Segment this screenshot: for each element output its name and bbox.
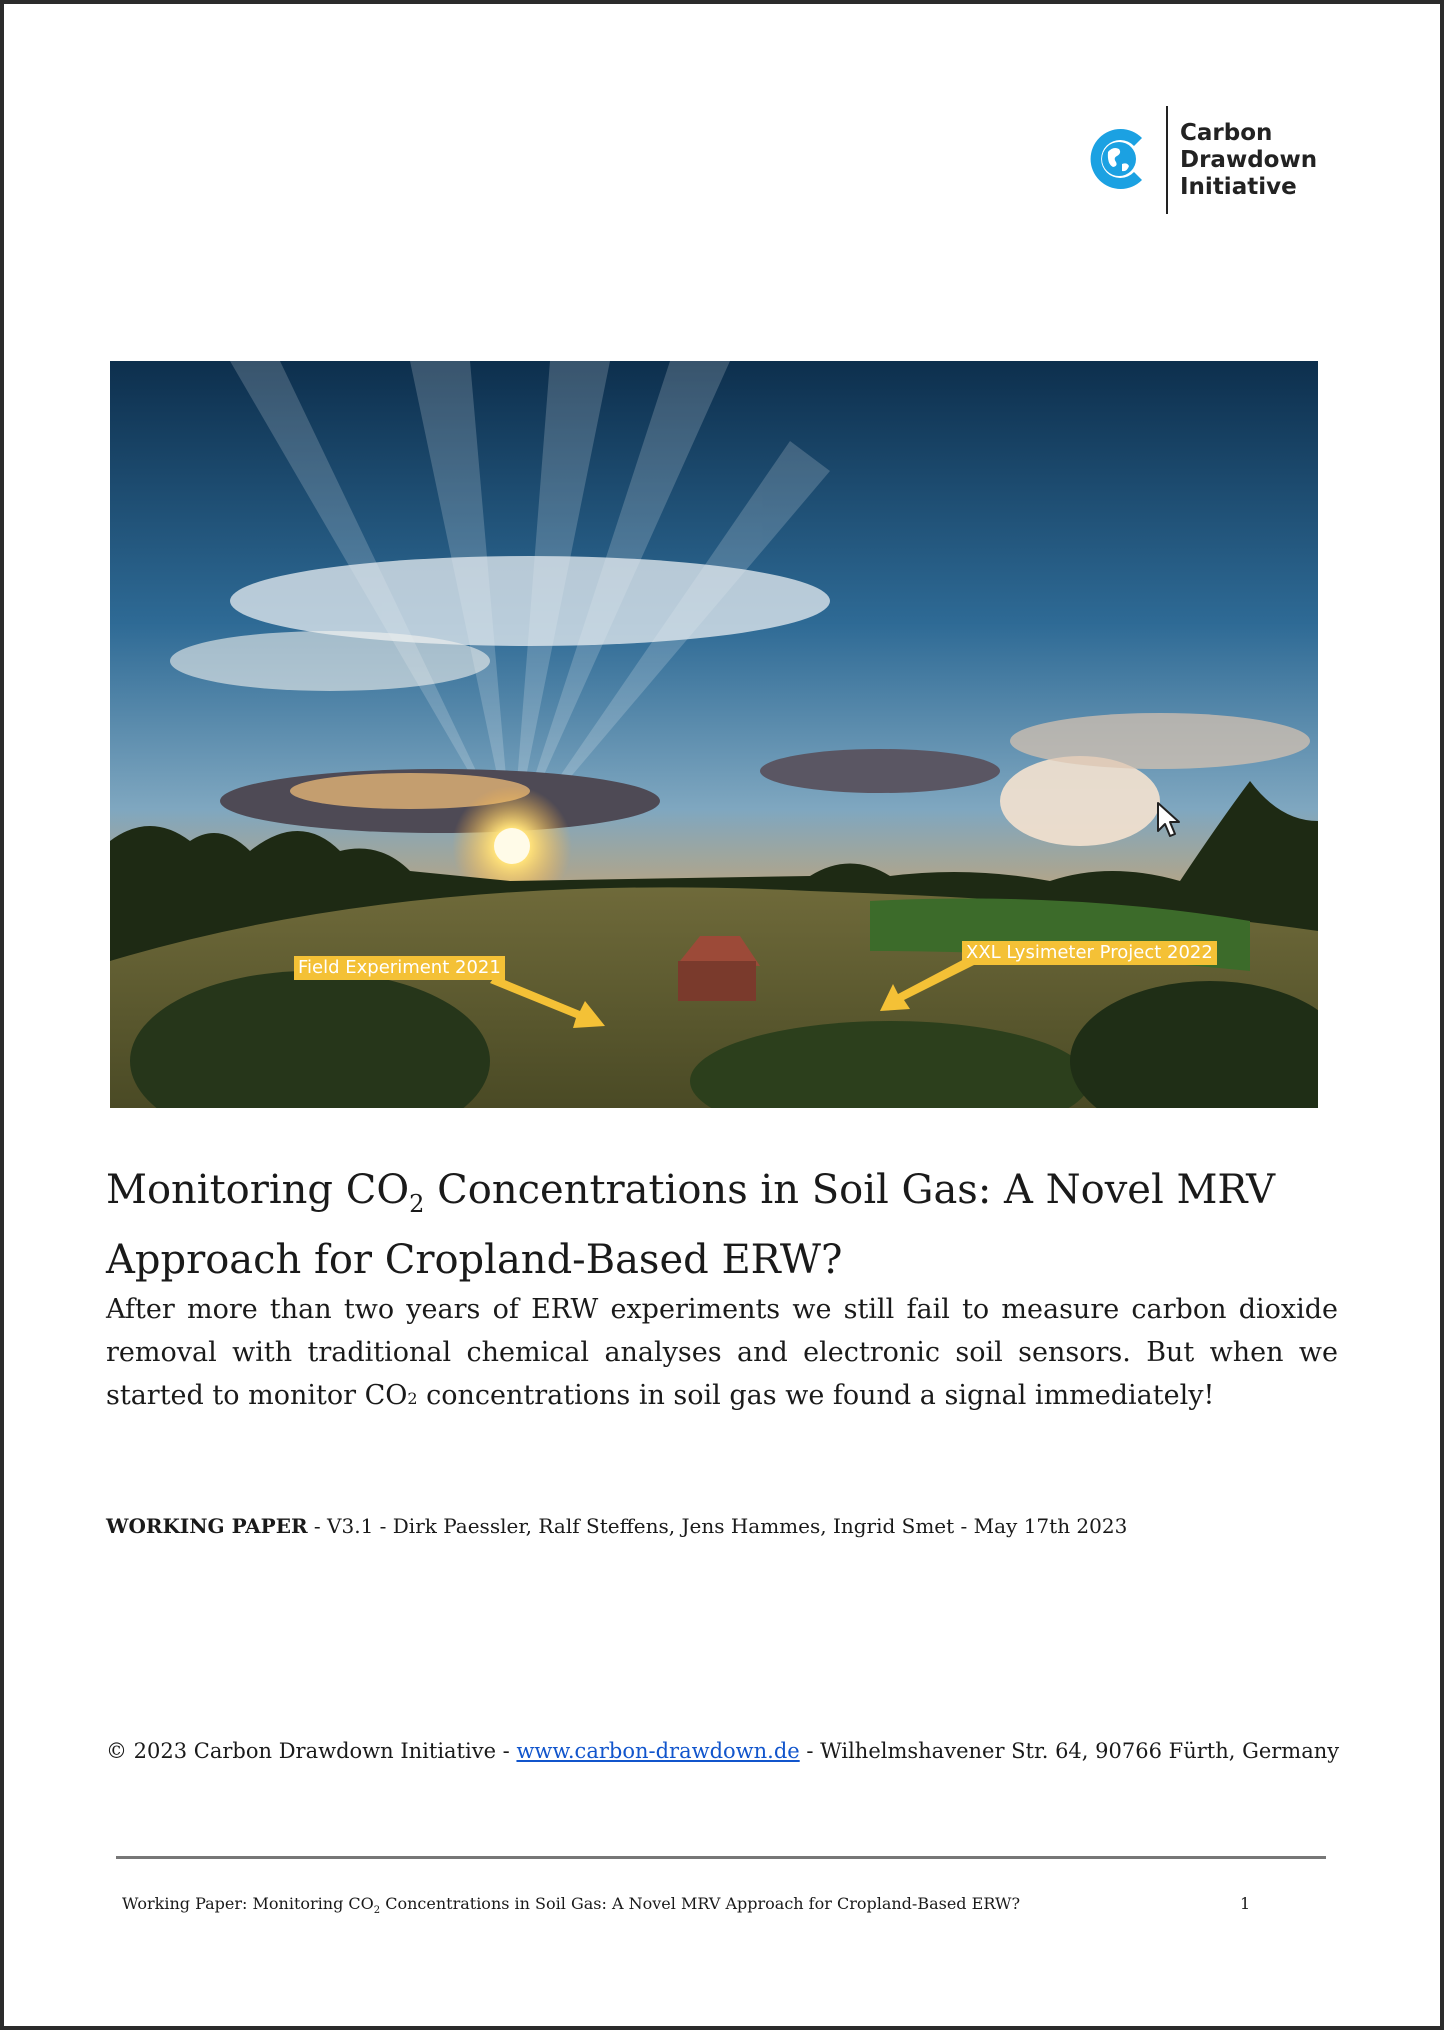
page-number: 1 (1240, 1894, 1251, 1913)
mouse-pointer-icon (1156, 801, 1182, 841)
footer-subscript: 2 (373, 1905, 381, 1917)
website-link[interactable]: www.carbon-drawdown.de (516, 1739, 800, 1763)
logo-line-1: Carbon (1180, 120, 1273, 146)
logo-wordmark (1180, 120, 1317, 201)
page-title (106, 1162, 1346, 1288)
running-footer (122, 1894, 1122, 1916)
callout-lysimeter-project: XXL Lysimeter Project 2022 (962, 941, 1217, 965)
logo-divider (1166, 106, 1168, 214)
title-part-2: Concentrations in Soil Gas: A Novel MRV Approach for Cropland-Based ERW? (106, 1167, 1276, 1283)
abstract (106, 1288, 1338, 1420)
globe-c-icon (1084, 124, 1154, 194)
logo-line-3: Initiative (1180, 174, 1297, 200)
copyright-line (106, 1739, 1366, 1763)
document-page (4, 4, 1440, 2026)
copyright-suffix: - Wilhelmshavener Str. 64, 90766 Fürth, Germany (799, 1739, 1340, 1763)
abstract-part-2: concentrations in soil gas we found a signal immediately! (417, 1380, 1215, 1411)
copyright-prefix: © 2023 Carbon Drawdown Initiative - (106, 1739, 517, 1763)
callout-field-experiment: Field Experiment 2021 (294, 956, 505, 980)
abstract-subscript: 2 (407, 1389, 418, 1408)
footer-divider (116, 1856, 1326, 1859)
carbon-drawdown-logo (1084, 104, 1324, 219)
paper-details: - V3.1 - Dirk Paessler, Ralf Steffens, Jens Hammes, Ingrid Smet - May 17th 2023 (307, 1514, 1128, 1538)
title-subscript: 2 (409, 1190, 425, 1218)
title-part-1: Monitoring CO (106, 1167, 410, 1213)
logo-line-2: Drawdown (1180, 147, 1318, 173)
footer-part-2: Concentrations in Soil Gas: A Novel MRV Approach for Cropland-Based ERW? (380, 1894, 1021, 1913)
landscape-photo (110, 361, 1318, 1108)
paper-meta (106, 1514, 1346, 1538)
footer-part-1: Working Paper: Monitoring CO (122, 1894, 374, 1913)
abstract-part-1: After more than two years of ERW experiments we still fail to measure carbon dioxide removal with traditional chemical analyses and electronic soil sensors. But when we started to monitor CO (106, 1294, 1338, 1411)
paper-type-label: WORKING PAPER (106, 1514, 308, 1538)
